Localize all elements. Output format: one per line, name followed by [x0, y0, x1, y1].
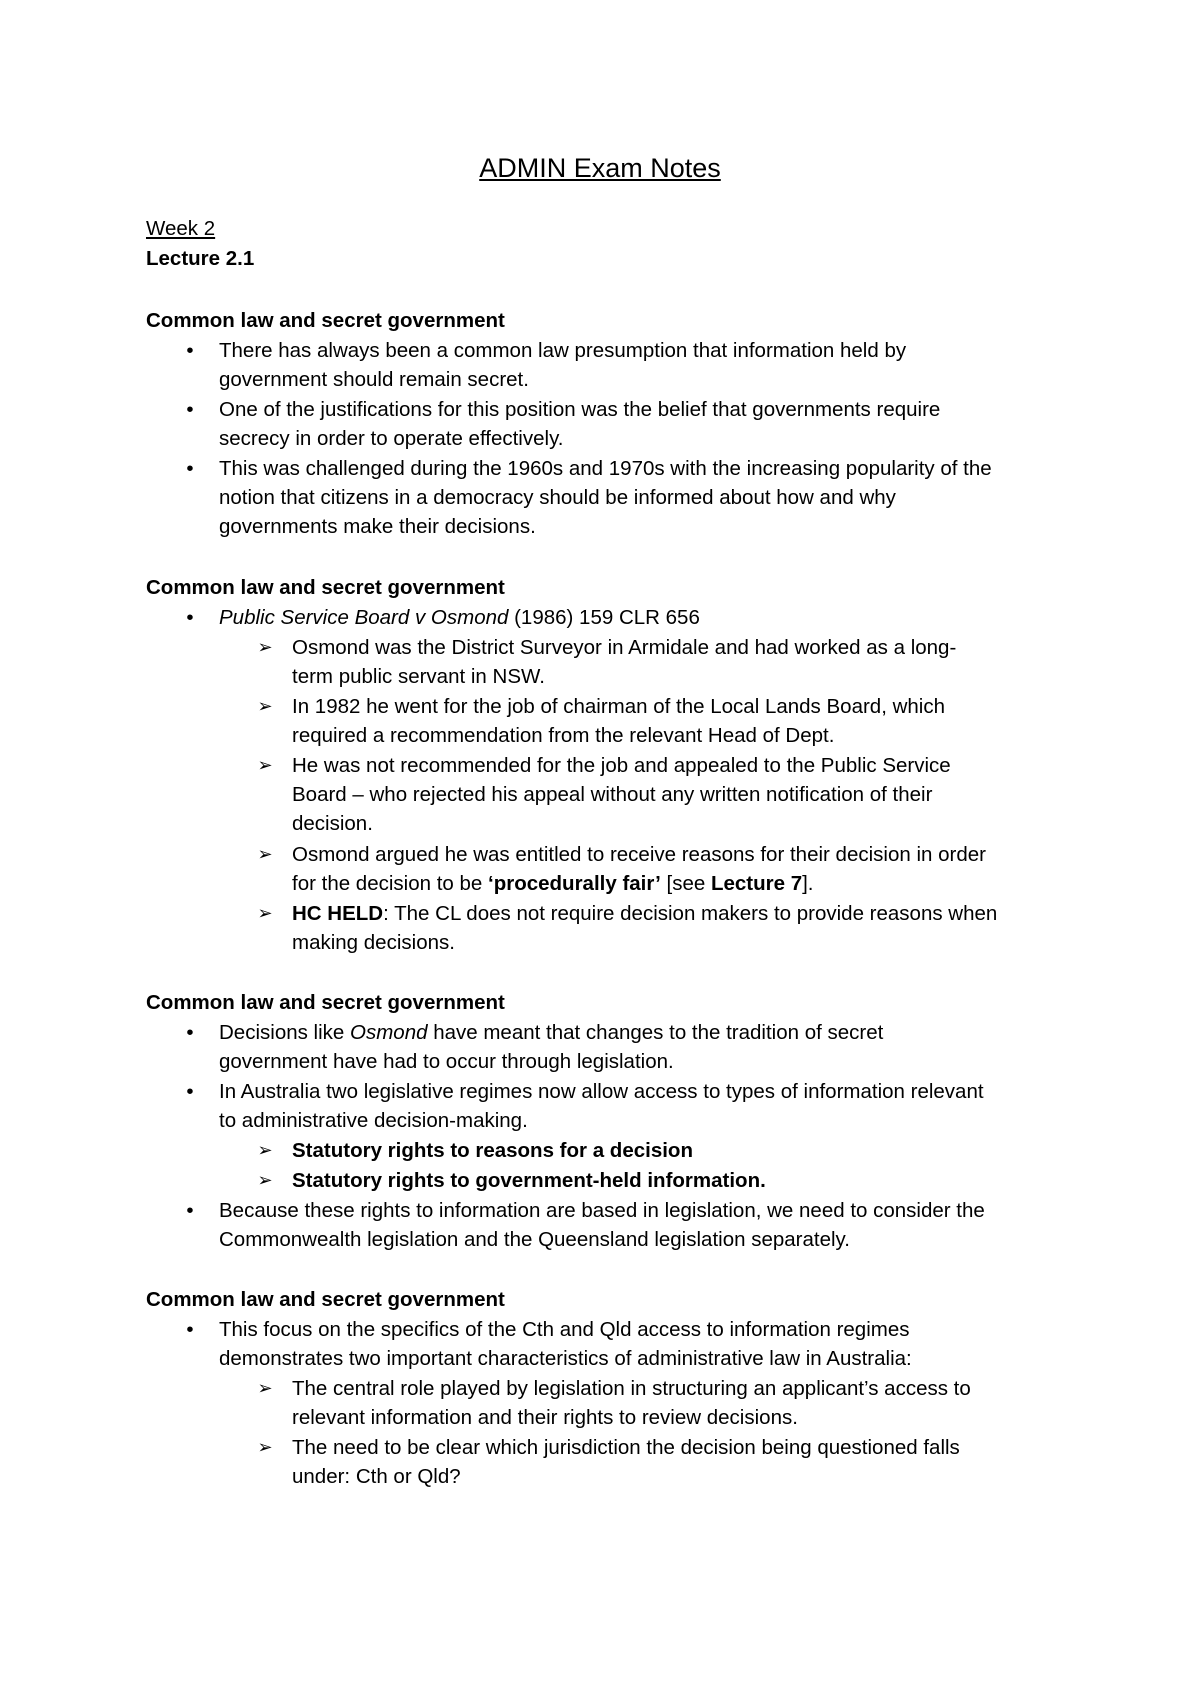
section-heading: Common law and secret government	[146, 991, 505, 1014]
bullet-icon: •	[186, 457, 194, 480]
sub-bullet-text: In 1982 he went for the job of chairman of the Local Lands Board, which required a recommendation from the relevant Head of Dept.	[292, 695, 945, 747]
section-heading: Common law and secret government	[146, 309, 505, 332]
bullet-text: There has always been a common law presumption that information held by government should remain secret.	[219, 339, 907, 391]
bullet-text: Decisions like Osmond have meant that changes to the tradition of secret government have had to occur through legislation.	[219, 1021, 884, 1073]
arrow-bullet-icon: ➢	[257, 903, 273, 923]
sub-bullet-text: The central role played by legislation in structuring an applicant’s access to relevant information and their rights to review decisions.	[292, 1377, 971, 1429]
sub-bullet-text: Statutory rights to reasons for a decision	[292, 1139, 693, 1162]
sub-bullet-text: Osmond argued he was entitled to receive reasons for their decision in order for the decision to be ‘procedurally fair’ [see Lecture 7].	[292, 843, 986, 895]
case-name: Public Service Board v Osmond	[219, 606, 509, 629]
section-heading: Common law and secret government	[146, 1288, 505, 1311]
week-label: Week 2	[146, 217, 216, 240]
bullet-text: In Australia two legislative regimes now allow access to types of information relevant to administrative decision-making.	[219, 1080, 984, 1132]
arrow-bullet-icon: ➢	[257, 755, 273, 775]
sub-bullet-text: HC HELD: The CL does not require decision makers to provide reasons when making decisions.	[292, 902, 998, 954]
bullet-icon: •	[186, 1080, 194, 1103]
bullet-text: Because these rights to information are based in legislation, we need to consider the Commonwealth legislation and the Queensland legislation separately.	[219, 1199, 985, 1251]
arrow-bullet-icon: ➢	[257, 1378, 273, 1398]
bullet-icon: •	[186, 339, 194, 362]
case-citation: (1986) 159 CLR 656	[508, 606, 700, 629]
document-title: ADMIN Exam Notes	[479, 153, 721, 183]
bullet-icon: •	[186, 1318, 194, 1341]
sub-bullet-text: Osmond was the District Surveyor in Armidale and had worked as a long- term public servant in NSW.	[292, 636, 957, 688]
bullet-icon: •	[186, 1199, 194, 1222]
arrow-bullet-icon: ➢	[257, 1437, 273, 1457]
bullet-icon: •	[186, 606, 194, 629]
bullet-icon: •	[186, 1021, 194, 1044]
arrow-bullet-icon: ➢	[257, 637, 273, 657]
sub-bullet-text: The need to be clear which jurisdiction the decision being questioned falls under: Cth or Qld?	[292, 1436, 960, 1488]
arrow-bullet-icon: ➢	[257, 1170, 273, 1190]
bullet-icon: •	[186, 398, 194, 421]
arrow-bullet-icon: ➢	[257, 1140, 273, 1160]
section-heading: Common law and secret government	[146, 576, 505, 599]
sub-bullet-text: Statutory rights to government-held information.	[292, 1169, 766, 1192]
bullet-text: This focus on the specifics of the Cth and Qld access to information regimes demonstrates two important characteristics of administrative law in Australia:	[219, 1318, 912, 1370]
sub-bullet-text: He was not recommended for the job and appealed to the Public Service Board – who rejected his appeal without any written notification of their decision.	[292, 754, 951, 835]
bullet-text: One of the justifications for this position was the belief that governments require secrecy in order to operate effectively.	[219, 398, 941, 450]
case-reference	[219, 603, 700, 632]
arrow-bullet-icon: ➢	[257, 696, 273, 716]
lecture-label: Lecture 2.1	[146, 247, 255, 270]
arrow-bullet-icon: ➢	[257, 844, 273, 864]
bullet-text: This was challenged during the 1960s and 1970s with the increasing popularity of the notion that citizens in a democracy should be informed about how and why governments make their decisions.	[219, 457, 992, 538]
